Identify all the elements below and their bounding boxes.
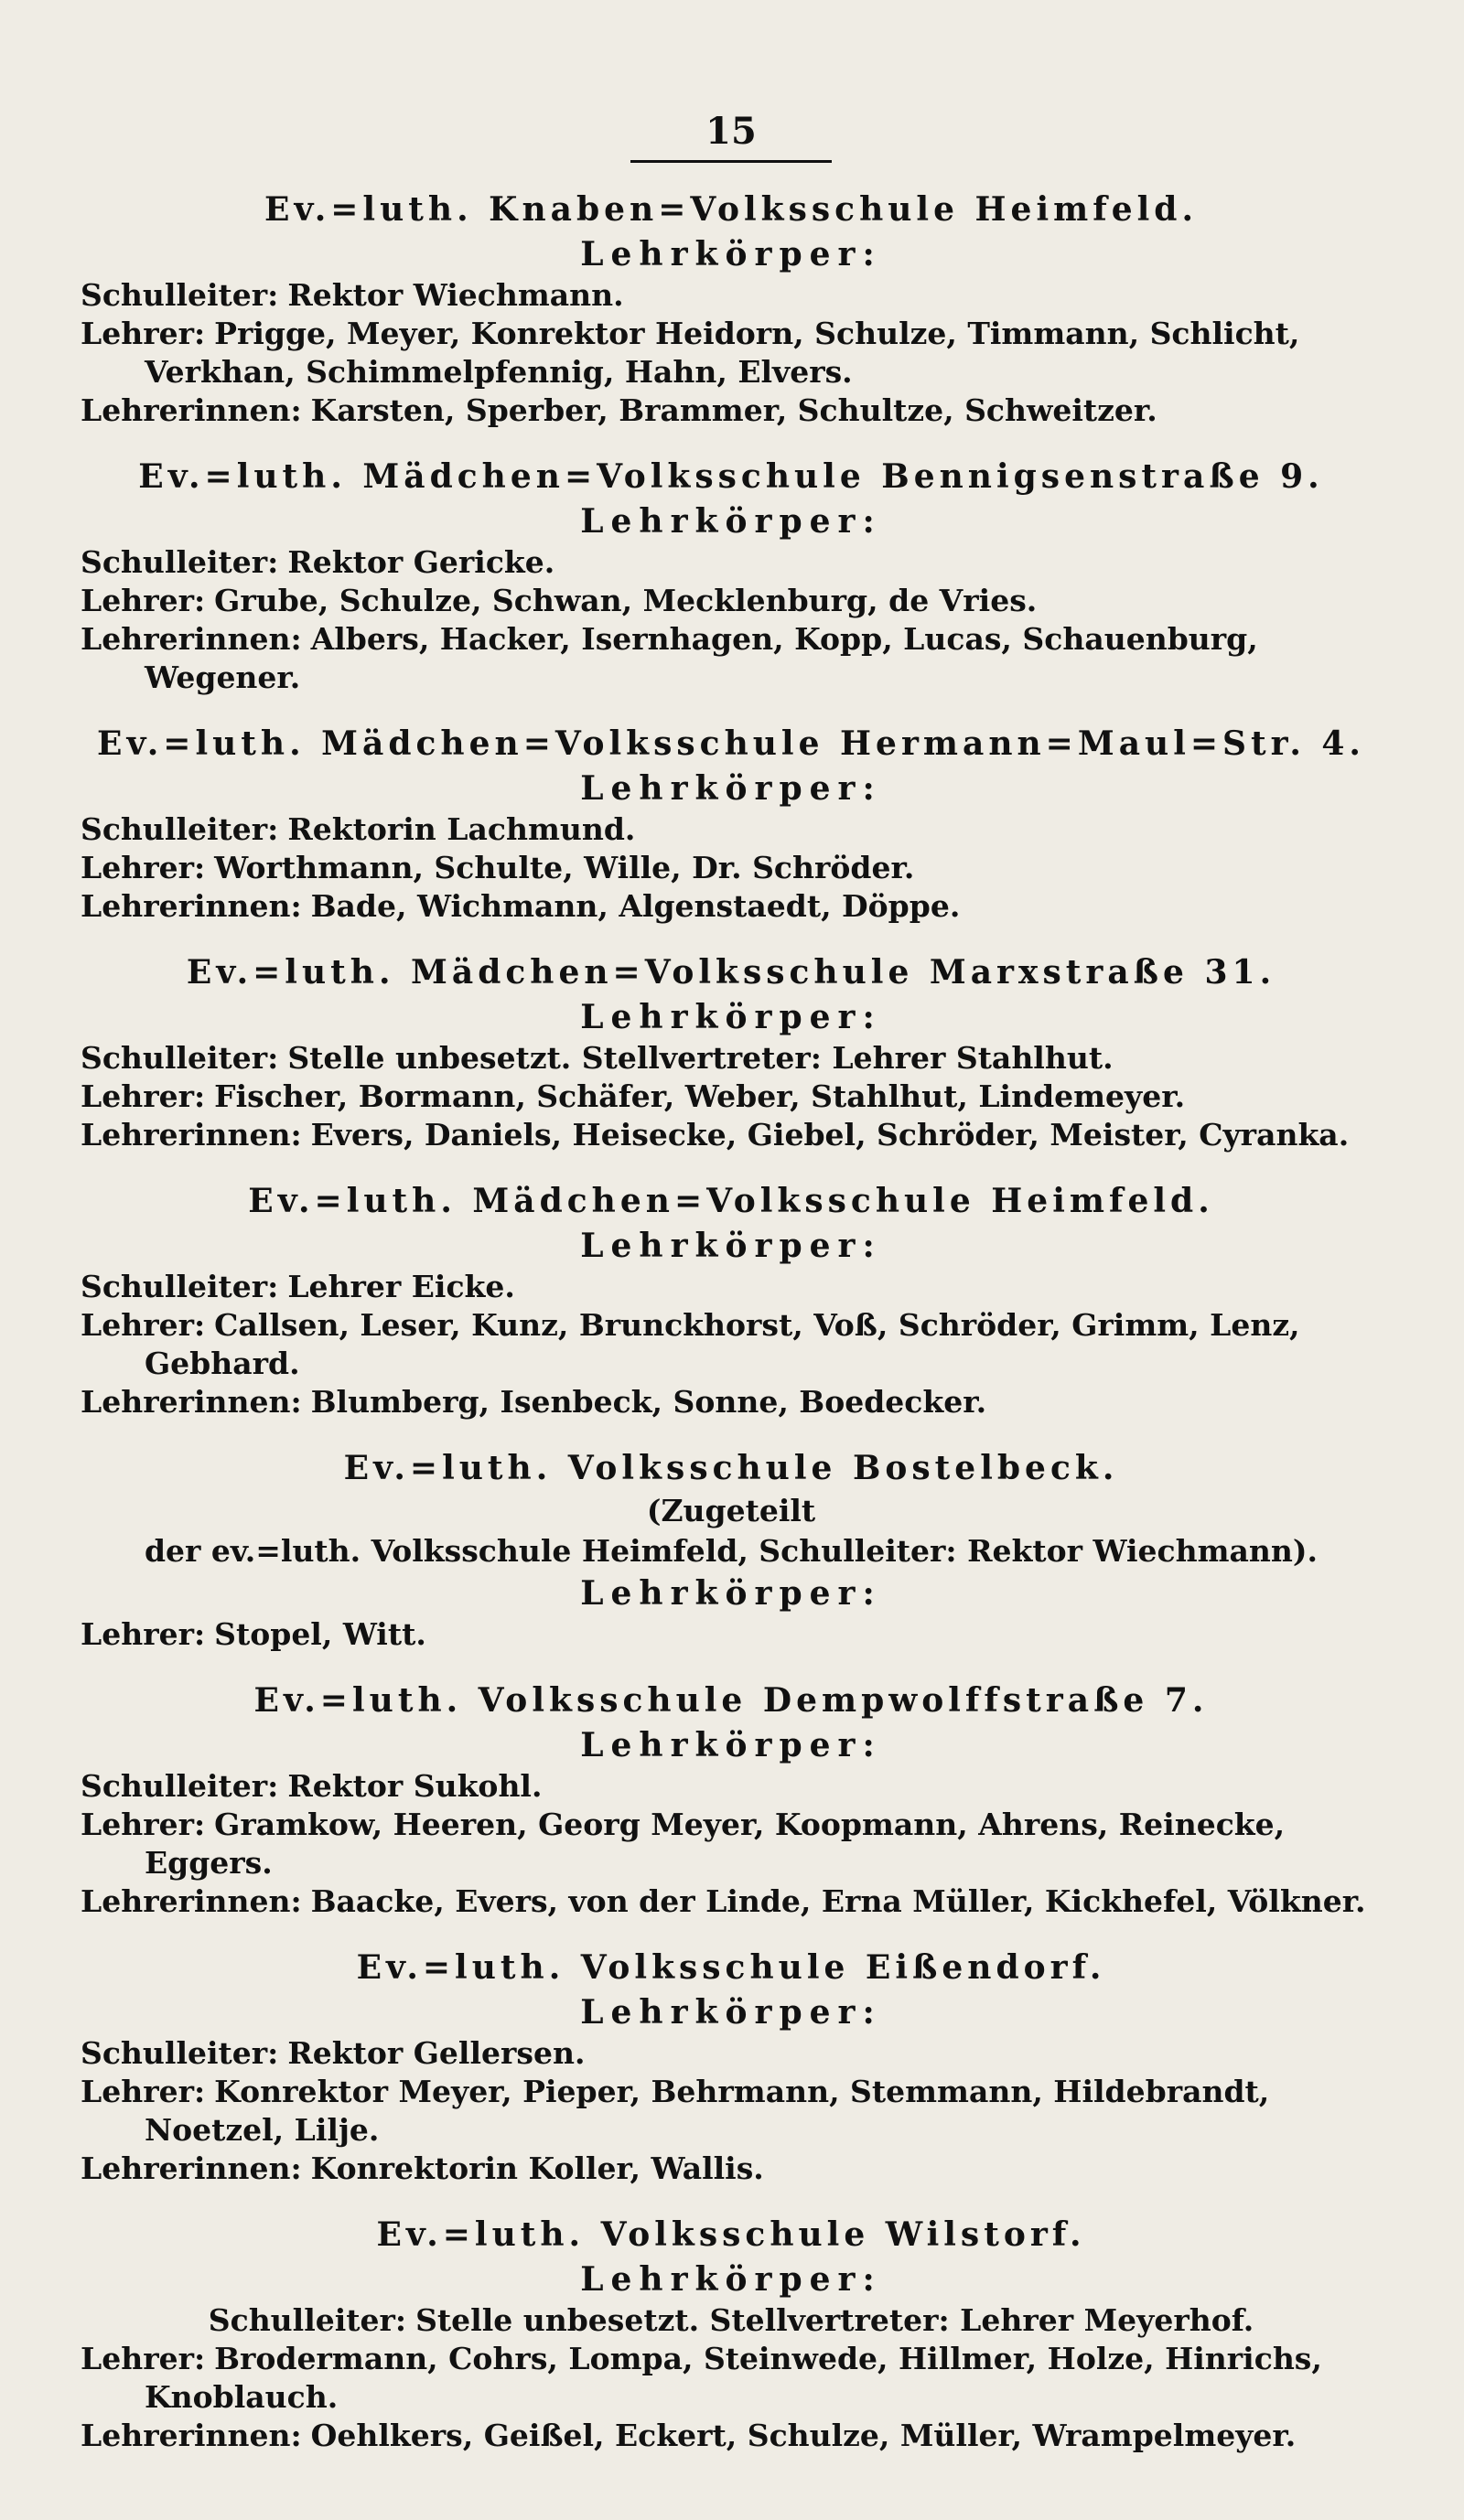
school-section [81,187,1382,430]
role-label: Lehrer: [81,1078,206,1114]
staff-line [81,2150,1382,2188]
role-label: Lehrer: [81,1616,206,1652]
staff-names: Prigge, Meyer, Konrektor Heidorn, Schulze, Timmann, Schlicht, Verkhan, Schimmelpfennig, Hahn, Elvers. [145,316,1300,390]
staff-names: Stelle unbesetzt. Stellvertreter: Lehrer Meyerhof. [415,2302,1254,2338]
school-section [81,2212,1382,2455]
school-title: Ev.=luth. Knaben=Volksschule Heimfeld. [264,190,1198,229]
staff-line [81,810,1382,849]
role-label: Lehrer: [81,2341,206,2376]
staff-heading: Lehrkörper: [580,1227,882,1265]
staff-names: Rektorin Lachmund. [287,811,636,847]
role-label: Lehrerinnen: [81,1117,302,1153]
staff-line [81,2034,1382,2073]
role-label: Lehrer: [81,316,206,351]
staff-names: Bade, Wichmann, Algenstaedt, Döppe. [310,888,961,924]
staff-names: Stelle unbesetzt. Stellvertreter: Lehrer Stahlhut. [287,1040,1114,1076]
school-section [81,1678,1382,1921]
staff-names: Stopel, Witt. [214,1616,426,1652]
staff-names: Rektor Gericke. [287,544,555,580]
staff-heading: Lehrkörper: [580,998,882,1036]
role-label: Lehrer: [81,850,206,885]
staff-heading: Lehrkörper: [580,1574,882,1613]
staff-line [81,2073,1382,2150]
staff-heading: Lehrkörper: [580,1993,882,2032]
staff-line [81,1306,1382,1383]
staff-line [81,2417,1382,2455]
staff-line [81,849,1382,887]
school-section [81,1945,1382,2188]
staff-names: Oehlkers, Geißel, Eckert, Schulze, Müller, Wrampelmeyer. [310,2418,1297,2453]
staff-heading: Lehrkörper: [580,2260,882,2299]
role-label: Schulleiter: [81,1269,279,1304]
school-section [81,1445,1382,1654]
role-label: Lehrer: [81,1807,206,1842]
role-label: Schulleiter: [81,2035,279,2071]
staff-line [81,276,1382,315]
school-title: Ev.=luth. Mädchen=Volksschule Bennigsenstraße 9. [138,457,1324,496]
school-section [81,721,1382,926]
staff-line [81,887,1382,926]
staff-names: Worthmann, Schulte, Wille, Dr. Schröder. [214,850,915,885]
staff-names: Konrektor Meyer, Pieper, Behrmann, Stemmann, Hildebrandt, Noetzel, Lilje. [145,2074,1270,2148]
role-label: Lehrerinnen: [81,621,302,657]
staff-names: Karsten, Sperber, Brammer, Schultze, Schweitzer. [310,392,1157,428]
staff-names: Brodermann, Cohrs, Lompa, Steinwede, Hillmer, Holze, Hinrichs, Knoblauch. [145,2341,1322,2415]
staff-names: Baacke, Evers, von der Linde, Erna Müller, Kickhefel, Völkner. [310,1883,1366,1919]
staff-line [81,1615,1382,1654]
page-number: 15 [630,110,832,163]
school-section [81,454,1382,697]
role-label: Schulleiter: [208,2302,407,2338]
role-label: Schulleiter: [81,277,279,313]
staff-line [81,391,1382,430]
staff-names: Rektor Gellersen. [287,2035,586,2071]
staff-names: Callsen, Leser, Kunz, Brunckhorst, Voß, Schröder, Grimm, Lenz, Gebhard. [145,1307,1300,1381]
assignment-note: (Zugeteilt [646,1493,816,1528]
staff-names: Lehrer Eicke. [287,1269,515,1304]
staff-names: Evers, Daniels, Heisecke, Giebel, Schröder, Meister, Cyranka. [310,1117,1350,1153]
staff-names: Blumberg, Isenbeck, Sonne, Boedecker. [310,1384,987,1420]
school-title: Ev.=luth. Volksschule Bostelbeck. [343,1449,1119,1487]
staff-names: Konrektorin Koller, Wallis. [310,2150,764,2186]
role-label: Lehrerinnen: [81,2150,302,2186]
role-label: Lehrerinnen: [81,1384,302,1420]
role-label: Schulleiter: [81,544,279,580]
staff-line [81,1806,1382,1882]
staff-line [81,620,1382,697]
staff-names: Fischer, Bormann, Schäfer, Weber, Stahlhut, Lindemeyer. [214,1078,1186,1114]
staff-heading: Lehrkörper: [580,769,882,808]
staff-names: Grube, Schulze, Schwan, Mecklenburg, de Vries. [214,583,1038,618]
role-label: Lehrerinnen: [81,888,302,924]
assignment-note: der ev.=luth. Volksschule Heimfeld, Schulleiter: Rektor Wiechmann). [144,1533,1319,1569]
school-title: Ev.=luth. Mädchen=Volksschule Hermann=Maul=Str. 4. [97,724,1365,763]
role-label: Schulleiter: [81,1768,279,1804]
staff-line [81,1767,1382,1806]
school-title: Ev.=luth. Mädchen=Volksschule Marxstraße 31. [186,953,1276,992]
role-label: Lehrerinnen: [81,392,302,428]
role-label: Schulleiter: [81,1040,279,1076]
staff-line [81,1882,1382,1921]
staff-names: Rektor Sukohl. [287,1768,543,1804]
staff-heading: Lehrkörper: [580,235,882,273]
staff-line [81,1039,1382,1078]
staff-line [81,582,1382,620]
staff-line [81,1078,1382,1116]
staff-heading: Lehrkörper: [580,502,882,541]
staff-line [81,315,1382,391]
school-title: Ev.=luth. Volksschule Dempwolffstraße 7. [253,1681,1209,1720]
role-label: Lehrer: [81,1307,206,1343]
staff-line [81,1268,1382,1306]
staff-line [81,1116,1382,1154]
staff-line [81,2301,1382,2340]
staff-heading: Lehrkörper: [580,1726,882,1764]
staff-names: Gramkow, Heeren, Georg Meyer, Koopmann, Ahrens, Reinecke, Eggers. [145,1807,1286,1881]
school-section [81,1178,1382,1421]
school-title: Ev.=luth. Volksschule Eißendorf. [356,1948,1106,1987]
role-label: Lehrer: [81,2074,206,2109]
school-title: Ev.=luth. Volksschule Wilstorf. [376,2215,1086,2254]
role-label: Lehrer: [81,583,206,618]
role-label: Lehrerinnen: [81,2418,302,2453]
staff-line [81,2340,1382,2417]
school-section [81,949,1382,1154]
role-label: Schulleiter: [81,811,279,847]
staff-line [81,543,1382,582]
staff-line [81,1383,1382,1421]
staff-names: Rektor Wiechmann. [287,277,624,313]
staff-names: Albers, Hacker, Isernhagen, Kopp, Lucas, Schauenburg, Wegener. [145,621,1258,695]
role-label: Lehrerinnen: [81,1883,302,1919]
school-title: Ev.=luth. Mädchen=Volksschule Heimfeld. [248,1182,1214,1220]
